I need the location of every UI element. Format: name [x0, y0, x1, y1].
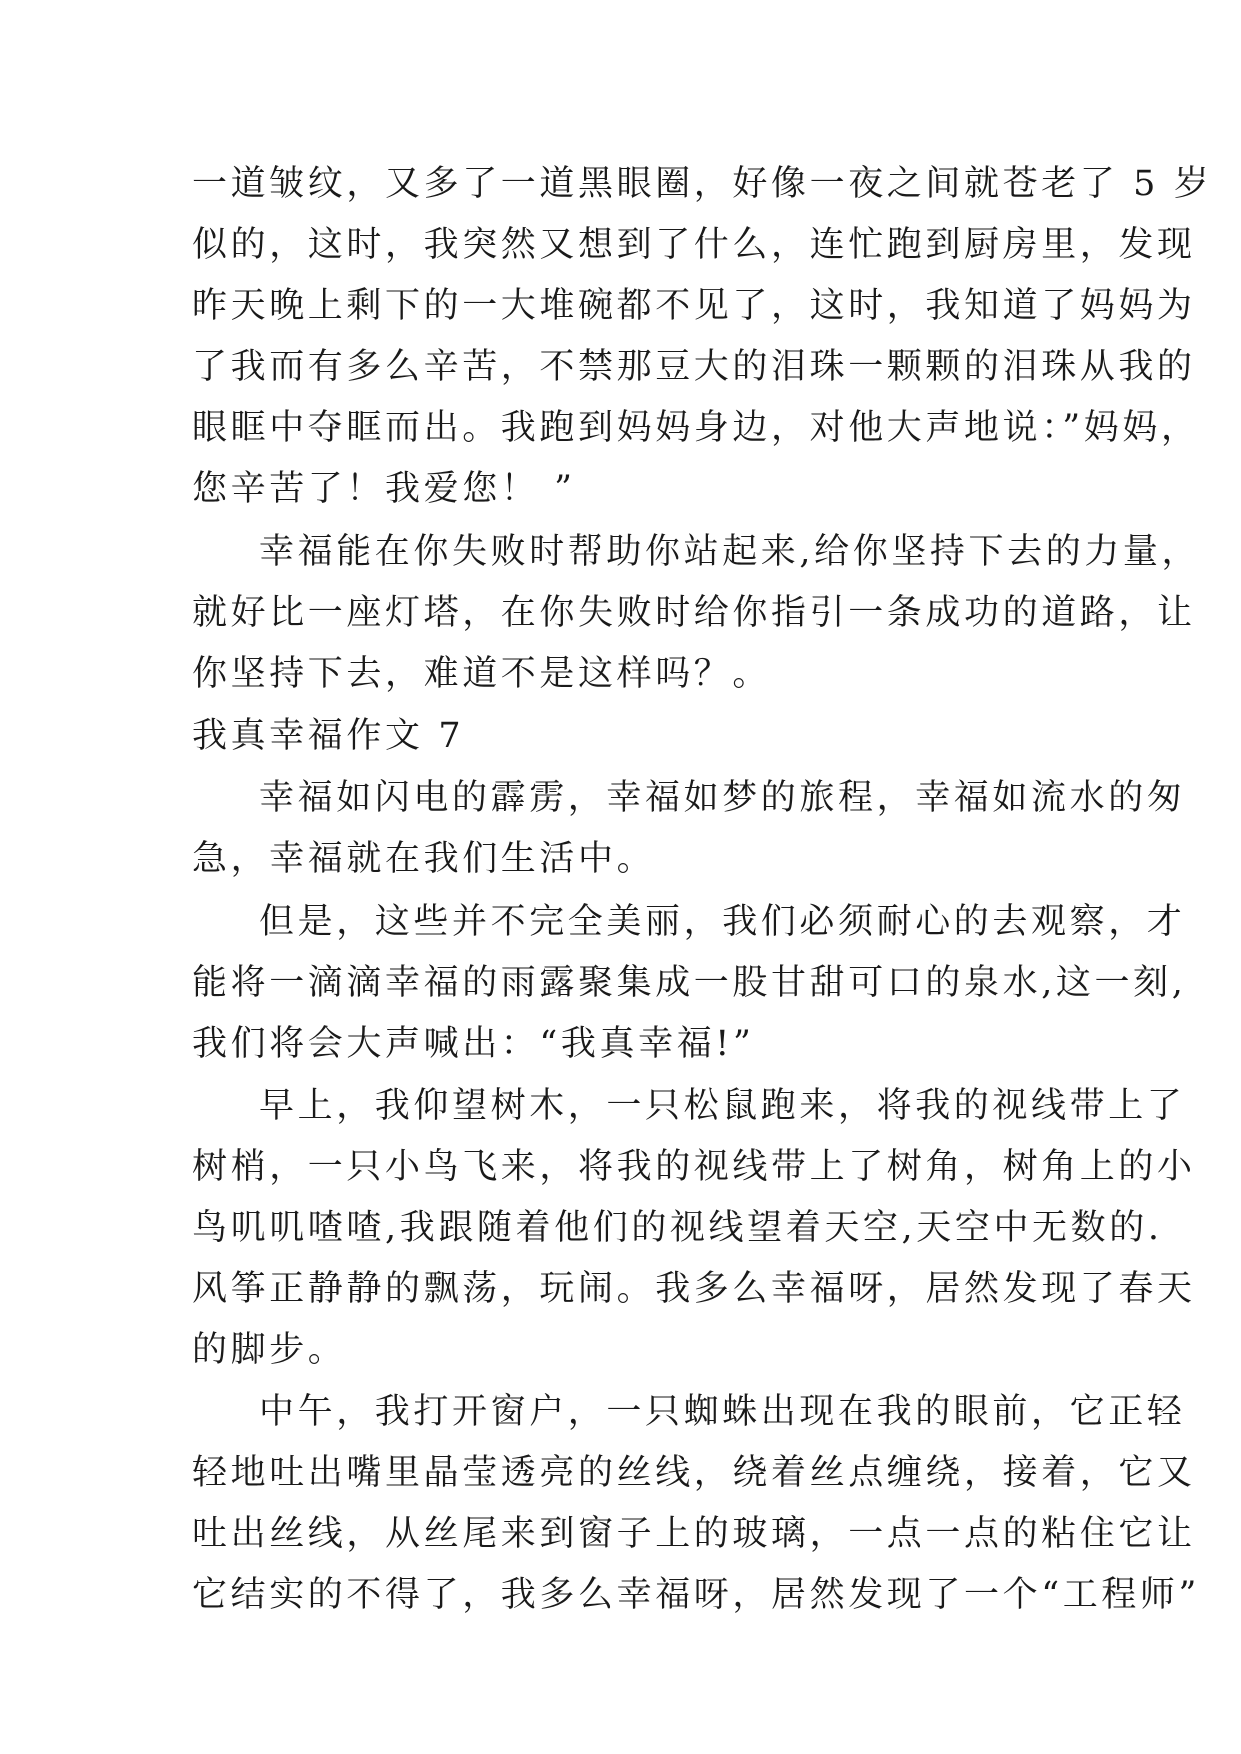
text-line: 早上，我仰望树木，一只松鼠跑来，将我的视线带上了 — [259, 1086, 1186, 1126]
text-line: 了我而有多么辛苦，不禁那豆大的泪珠一颗颗的泪珠从我的 — [192, 347, 1196, 387]
text-line: 树梢，一只小鸟飞来，将我的视线带上了树角，树角上的小 — [192, 1147, 1196, 1187]
text-line: 中午，我打开窗户，一只蜘蛛出现在我的眼前，它正轻 — [259, 1392, 1186, 1432]
text-line: 幸福能在你失败时帮助你站起来,给你坚持下去的力量， — [259, 532, 1201, 572]
text-line: 你坚持下去，难道不是这样吗？。 — [192, 654, 772, 694]
text-line: 吐出丝线，从丝尾来到窗子上的玻璃，一点一点的粘住它让 — [192, 1514, 1196, 1554]
section-heading: 我真幸福作文 7 — [192, 716, 465, 756]
text-line: 我们将会大声喊出：“我真幸福!” — [192, 1024, 755, 1064]
text-line: 但是，这些并不完全美丽，我们必须耐心的去观察，才 — [259, 902, 1186, 942]
text-line: 一道皱纹，又多了一道黑眼圈，好像一夜之间就苍老了 5 岁 — [192, 164, 1213, 204]
text-line: 就好比一座灯塔，在你失败时给你指引一条成功的道路，让 — [192, 593, 1196, 633]
text-line: 鸟叽叽喳喳,我跟随着他们的视线望着天空,天空中无数的. — [192, 1208, 1163, 1248]
text-line: 急，幸福就在我们生活中。 — [192, 839, 656, 879]
text-line: 能将一滴滴幸福的雨露聚集成一股甘甜可口的泉水,这一刻, — [192, 963, 1187, 1003]
text-line: 的脚步。 — [192, 1330, 347, 1370]
text-line: 眼眶中夺眶而出。我跑到妈妈身边，对他大声地说：”妈妈， — [192, 408, 1200, 448]
text-line: 您辛苦了！我爱您！ ” — [192, 469, 576, 509]
text-line: 幸福如闪电的霹雳，幸福如梦的旅程，幸福如流水的匆 — [259, 778, 1186, 818]
text-line: 似的，这时，我突然又想到了什么，连忙跑到厨房里，发现 — [192, 225, 1196, 265]
text-line: 它结实的不得了，我多么幸福呀，居然发现了一个“工程师” — [192, 1575, 1200, 1615]
text-line: 轻地吐出嘴里晶莹透亮的丝线，绕着丝点缠绕，接着，它又 — [192, 1453, 1196, 1493]
text-line: 风筝正静静的飘荡，玩闹。我多么幸福呀，居然发现了春天 — [192, 1269, 1196, 1309]
text-line: 昨天晚上剩下的一大堆碗都不见了，这时，我知道了妈妈为 — [192, 286, 1196, 326]
